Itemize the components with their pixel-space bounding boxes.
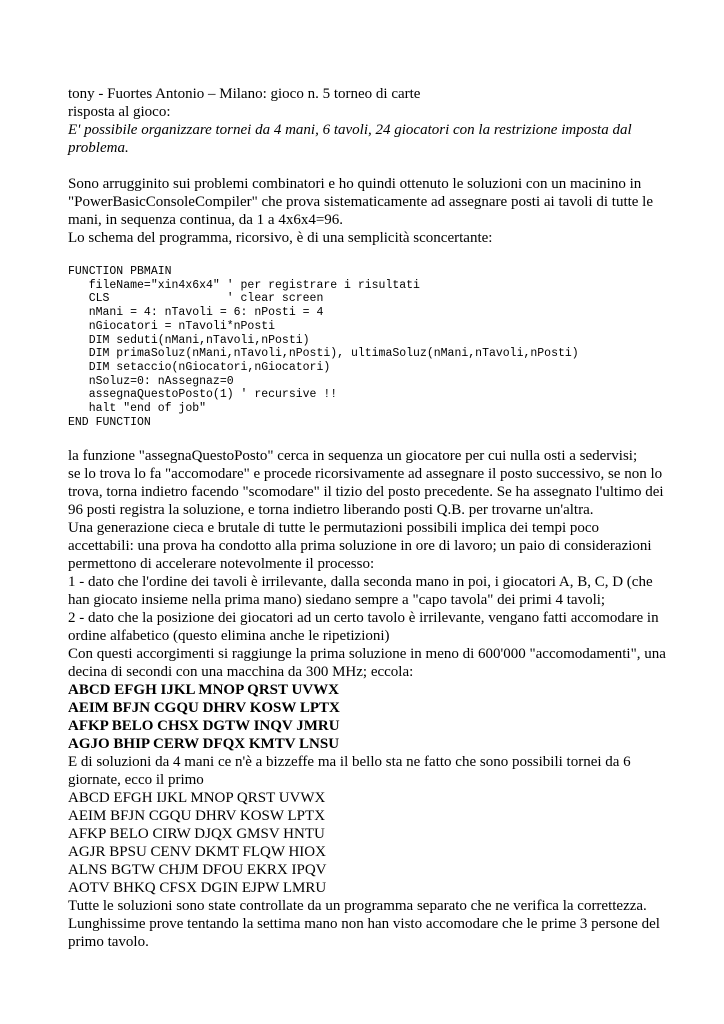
code-line: nSoluz=0: nAssegnaz=0 <box>68 374 234 388</box>
code-line: DIM setaccio(nGiocatori,nGiocatori) <box>68 360 331 374</box>
point-one: 1 - dato che l'ordine dei tavoli è irrilevante, dalla seconda mano in poi, i giocatori A, B, C, D (che han giocato insieme nella prima mano) siedano sempre a "capo tavola" dei primi 4 tavoli; <box>68 574 653 609</box>
header-line: tony - Fuortes Antonio – Milano: gioco n. 5 torneo di carte <box>68 86 421 102</box>
paragraph-permutations: Una generazione cieca e brutale di tutte le permutazioni possibili implica dei tempi poco accettabili: una prova ha condotto alla prima soluzione in ore di lavoro; un paio di considerazioni permettono di accelerare notevolmente il processo: <box>68 520 652 573</box>
paragraph-recursion: se lo trova lo fa "accomodare" e procede ricorsivamente ad assegnare il posto successivo, se non lo trova, torna indietro facendo "scomodare" il tizio del posto precedente. Se ha assegnato l'ultimo dei 96 posti registra la soluzione, e torna indietro liberando posti Q.B. per trovarne un'altra. <box>68 466 664 519</box>
solution-row: AFKP BELO CHSX DGTW INQV JMRU <box>68 718 340 735</box>
solution6-row: AEIM BFJN CGQU DHRV KOSW LPTX <box>68 808 326 825</box>
paragraph-result: Con questi accorgimenti si raggiunge la prima soluzione in meno di 600'000 "accomodamenti", una decina di secondi con una macchina da 300 MHz; eccola: <box>68 646 666 681</box>
solution-row: ABCD EFGH IJKL MNOP QRST UVWX <box>68 682 340 699</box>
document-body <box>68 85 668 951</box>
code-line: halt "end of job" <box>68 402 207 416</box>
paragraph-six-days: E di soluzioni da 4 mani ce n'è a bizzeffe ma il bello sta ne fatto che sono possibili tornei da 6 giornate, ecco il primo <box>68 754 631 789</box>
code-line: DIM primaSoluz(nMani,nTavoli,nPosti), ultimaSoluz(nMani,nTavoli,nPosti) <box>68 347 579 361</box>
solution-row: AEIM BFJN CGQU DHRV KOSW LPTX <box>68 700 340 717</box>
paragraph-intro: Sono arrugginito sui problemi combinatori e ho quindi ottenuto le soluzioni con un macinino in "PowerBasicConsoleCompiler" che prova sistematicamente ad assegnare posti ai tavoli di tutte le mani, in sequenza continua, da 1 a 4x6x4=96. <box>68 176 654 228</box>
header-subtitle: risposta al gioco: <box>68 104 171 120</box>
solution6-row: AOTV BHKQ CFSX DGIN EJPW LMRU <box>68 880 327 897</box>
code-line: CLS ' clear screen <box>68 292 324 306</box>
code-line: fileName="xin4x6x4" ' per registrare i risultati <box>68 278 420 292</box>
solution6-row: AFKP BELO CIRW DJQX GMSV HNTU <box>68 826 325 843</box>
solution6-row: AGJR BPSU CENV DKMT FLQW HIOX <box>68 844 326 861</box>
code-block <box>68 265 668 429</box>
solution6-row: ABCD EFGH IJKL MNOP QRST UVWX <box>68 790 326 807</box>
code-line: assegnaQuestoPosto(1) ' recursive !! <box>68 388 338 402</box>
paragraph-seventh-hand: Lunghissime prove tentando la settima mano non han visto accomodare che le prime 3 persone del primo tavolo. <box>68 916 660 951</box>
paragraph-function: la funzione "assegnaQuestoPosto" cerca in sequenza un giocatore per cui nulla osti a sedervisi; <box>68 448 638 465</box>
code-line: DIM seduti(nMani,nTavoli,nPosti) <box>68 333 310 347</box>
code-line: END FUNCTION <box>68 415 151 429</box>
code-line: nGiocatori = nTavoli*nPosti <box>68 319 276 333</box>
answer-statement: E' possibile organizzare tornei da 4 mani, 6 tavoli, 24 giocatori con la restrizione imposta dal problema. <box>68 122 632 156</box>
point-two: 2 - dato che la posizione dei giocatori ad un certo tavolo è irrilevante, vengano fatti accomodare in ordine alfabetico (questo elimina anche le ripetizioni) <box>68 610 659 645</box>
paragraph-schema: Lo schema del programma, ricorsivo, è di una semplicità sconcertante: <box>68 230 493 246</box>
code-line: nMani = 4: nTavoli = 6: nPosti = 4 <box>68 306 324 320</box>
code-line: FUNCTION PBMAIN <box>68 265 172 278</box>
paragraph-verification: Tutte le soluzioni sono state controllate da un programma separato che ne verifica la correttezza. <box>68 898 647 915</box>
solution6-row: ALNS BGTW CHJM DFOU EKRX IPQV <box>68 862 327 879</box>
solution-row: AGJO BHIP CERW DFQX KMTV LNSU <box>68 736 340 753</box>
